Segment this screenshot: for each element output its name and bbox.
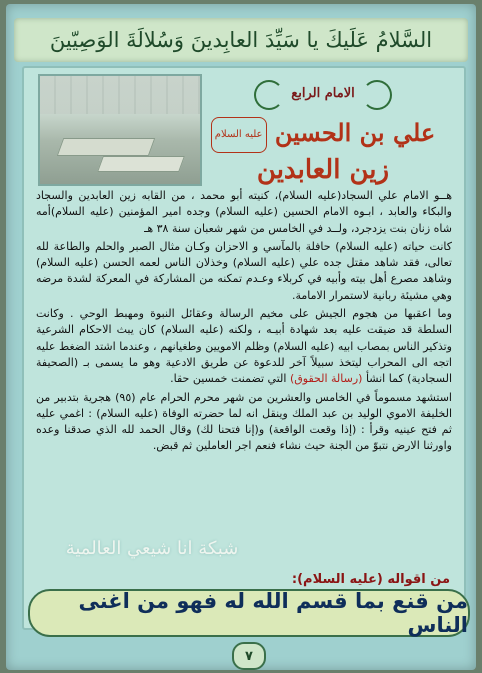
poster <box>6 4 476 670</box>
photo-wall <box>40 76 200 114</box>
quote-text: من قنع بما قسم الله له فهو من اغنى الناس <box>78 589 468 637</box>
biography-text <box>36 188 452 457</box>
subtitle: الامام الرابع <box>291 85 355 101</box>
content-panel <box>22 66 466 630</box>
paragraph: كانت حياته (عليه السلام) حافلة بالمآسي و الاحزان وكـان مثال الصبر والحلم والطاعة لله تعالى، فقد شاهد مقتل جده علي (عليه السلام) وخذلان الناس لعمه الحسن (عليه السلام) وشاهد مصرع أهل بيته وأبيه في كربلاء وعـدم تمكنه من المشاركة في المعركة لشدة مرضه وهي مشيئة ربانية لاستمرار الامامة. <box>36 239 452 302</box>
subtitle-frame <box>260 76 386 110</box>
quote-box <box>28 589 470 637</box>
watermark-logo: شبكة انا شيعي العالمية <box>65 538 239 559</box>
imam-name-text: علي بن الحسين <box>274 118 436 147</box>
paragraph-text: وما اعقبها من هجوم الجيش على مخيم الرسالة وعقائل النبوة ومهبط الوحي . وكانت السلطة قد ضيقت عليه بعد شهادة أبيـه ، ولكنه (عليه السلام) كان يبث الاحكام الشرعية وتذكير الناس بمصاب ابيه (عليه السلام) وظلم الامويين وطغيانهم ، وعندما اشتد الضغط عليه اتجه الى المحراب ليتخذ سبيلاً آخر للدعوة عن طريق الادعية وهو ما يسمى بـ (الصحيفة السجادية) كما انشأ <box>36 307 452 386</box>
risala-title: (رسالة الحقوق) <box>289 372 363 386</box>
paragraph <box>36 306 452 387</box>
photo-grave <box>97 156 185 172</box>
paragraph: استشهد مسموماً في الخامس والعشرين من شهر محرم الحرام عام (٩٥) هجرية بتدبير من الخليفة الاموي الوليد بن عبد الملك وينقل انه لما حضرته الوفاة (عليه السلام) : اغمي عليه ثم فتح عينيه وقرأ : (إذا وقعت الواقعة) و(إنا فتحنا لك) وقال الحمد لله الذي صدقنا وعده واورثنا الارض نتبوّ من الجنة حيث نشاء فنعم اجر العاملين ثم قبض. <box>36 390 452 453</box>
shrine-photo <box>38 74 202 186</box>
page-number: ٧ <box>232 642 266 670</box>
salutation-text: السَّلامُ عَلَيكَ يا سَيِّدَ العابِدينَ وَسُلالَةَ الوَصِيّينَ <box>49 28 433 52</box>
photo-grave <box>57 138 156 156</box>
title-block <box>198 76 448 196</box>
salutation-banner <box>14 18 468 62</box>
imam-epithet: زين العابدين <box>256 155 390 185</box>
paragraph: هــو الامام علي السجاد(عليه السلام)، كنيته أبو محمد ، من القابه زين العابدين والسجاد والبكاء والعابد ، ابـوه الامام الحسين (عليه السلام) وجده امير المؤمنين (عليه السلام)أمه شاه زنان بنت يزدجرد، ولــد في الخامس من شهر شعبان سنة ٣٨ هـ <box>36 189 452 235</box>
quote-label: من اقواله (عليه السلام): <box>291 572 450 587</box>
imam-name <box>198 116 448 153</box>
risala-tail: التي تضمنت خمسين حقا. <box>170 372 290 386</box>
honorific-badge: عليه السلام <box>211 117 267 153</box>
